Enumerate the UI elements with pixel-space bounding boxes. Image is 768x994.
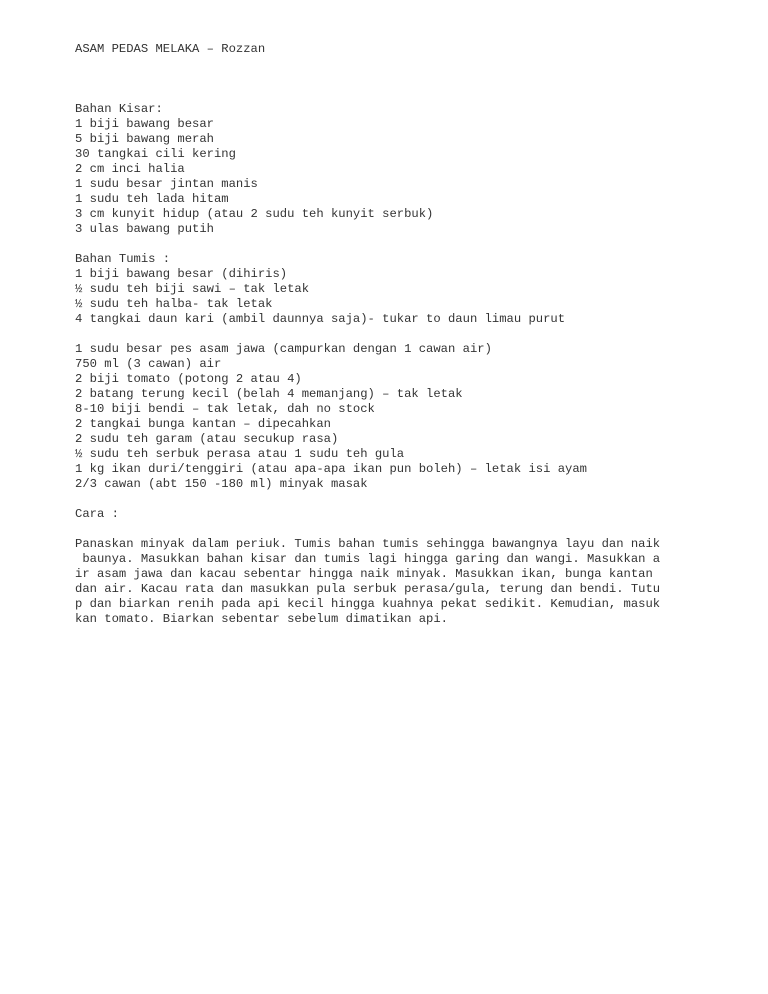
text-section [75,102,695,237]
text-line: p dan biarkan renih pada api kecil hingga kuahnya pekat sedikit. Kemudian, masuk [75,597,661,611]
text-line: 2 cm inci halia [75,162,185,176]
document-body [75,87,695,627]
text-line: 1 biji bawang besar (dihiris) [75,267,288,281]
section-spacer [75,327,695,342]
text-line: 8-10 biji bendi – tak letak, dah no stock [75,402,375,416]
text-line: 1 sudu besar jintan manis [75,177,258,191]
text-section [75,537,695,627]
text-line: 1 sudu teh lada hitam [75,192,229,206]
text-line: 3 ulas bawang putih [75,222,214,236]
section-spacer [75,87,695,102]
text-line: 30 tangkai cili kering [75,147,236,161]
text-line: 4 tangkai daun kari (ambil daunnya saja)- tukar to daun limau purut [75,312,566,326]
text-line: 1 sudu besar pes asam jawa (campurkan dengan 1 cawan air) [75,342,492,356]
text-line: 1 biji bawang besar [75,117,214,131]
text-line: kan tomato. Biarkan sebentar sebelum dimatikan api. [75,612,448,626]
text-line: Panaskan minyak dalam periuk. Tumis bahan tumis sehingga bawangnya layu dan naik [75,537,661,551]
text-line: dan air. Kacau rata dan masukkan pula serbuk perasa/gula, terung dan bendi. Tutu [75,582,661,596]
section-spacer [75,492,695,507]
text-line: 750 ml (3 cawan) air [75,357,222,371]
document-title: ASAM PEDAS MELAKA – Rozzan [75,42,266,56]
text-line: 1 kg ikan duri/tenggiri (atau apa-apa ikan pun boleh) – letak isi ayam [75,462,587,476]
text-line: 3 cm kunyit hidup (atau 2 sudu teh kunyit serbuk) [75,207,434,221]
text-line: Bahan Tumis : [75,252,171,266]
text-line: 2 sudu teh garam (atau secukup rasa) [75,432,339,446]
text-line: Cara : [75,507,119,521]
text-line: ½ sudu teh serbuk perasa atau 1 sudu teh gula [75,447,405,461]
text-line: ir asam jawa dan kacau sebentar hingga naik minyak. Masukkan ikan, bunga kantan [75,567,653,581]
text-line: Bahan Kisar: [75,102,163,116]
text-line: ½ sudu teh biji sawi – tak letak [75,282,310,296]
section-spacer [75,522,695,537]
text-line: 2 biji tomato (potong 2 atau 4) [75,372,302,386]
text-line: 2 batang terung kecil (belah 4 memanjang) – tak letak [75,387,463,401]
text-line: 5 biji bawang merah [75,132,214,146]
text-line: baunya. Masukkan bahan kisar dan tumis lagi hingga garing dan wangi. Masukkan a [75,552,661,566]
text-line: ½ sudu teh halba- tak letak [75,297,273,311]
section-spacer [75,237,695,252]
text-line: 2 tangkai bunga kantan – dipecahkan [75,417,331,431]
text-line: 2/3 cawan (abt 150 -180 ml) minyak masak [75,477,368,491]
text-section [75,342,695,492]
text-section [75,252,695,327]
text-section [75,507,695,522]
recipe-document [75,12,695,642]
